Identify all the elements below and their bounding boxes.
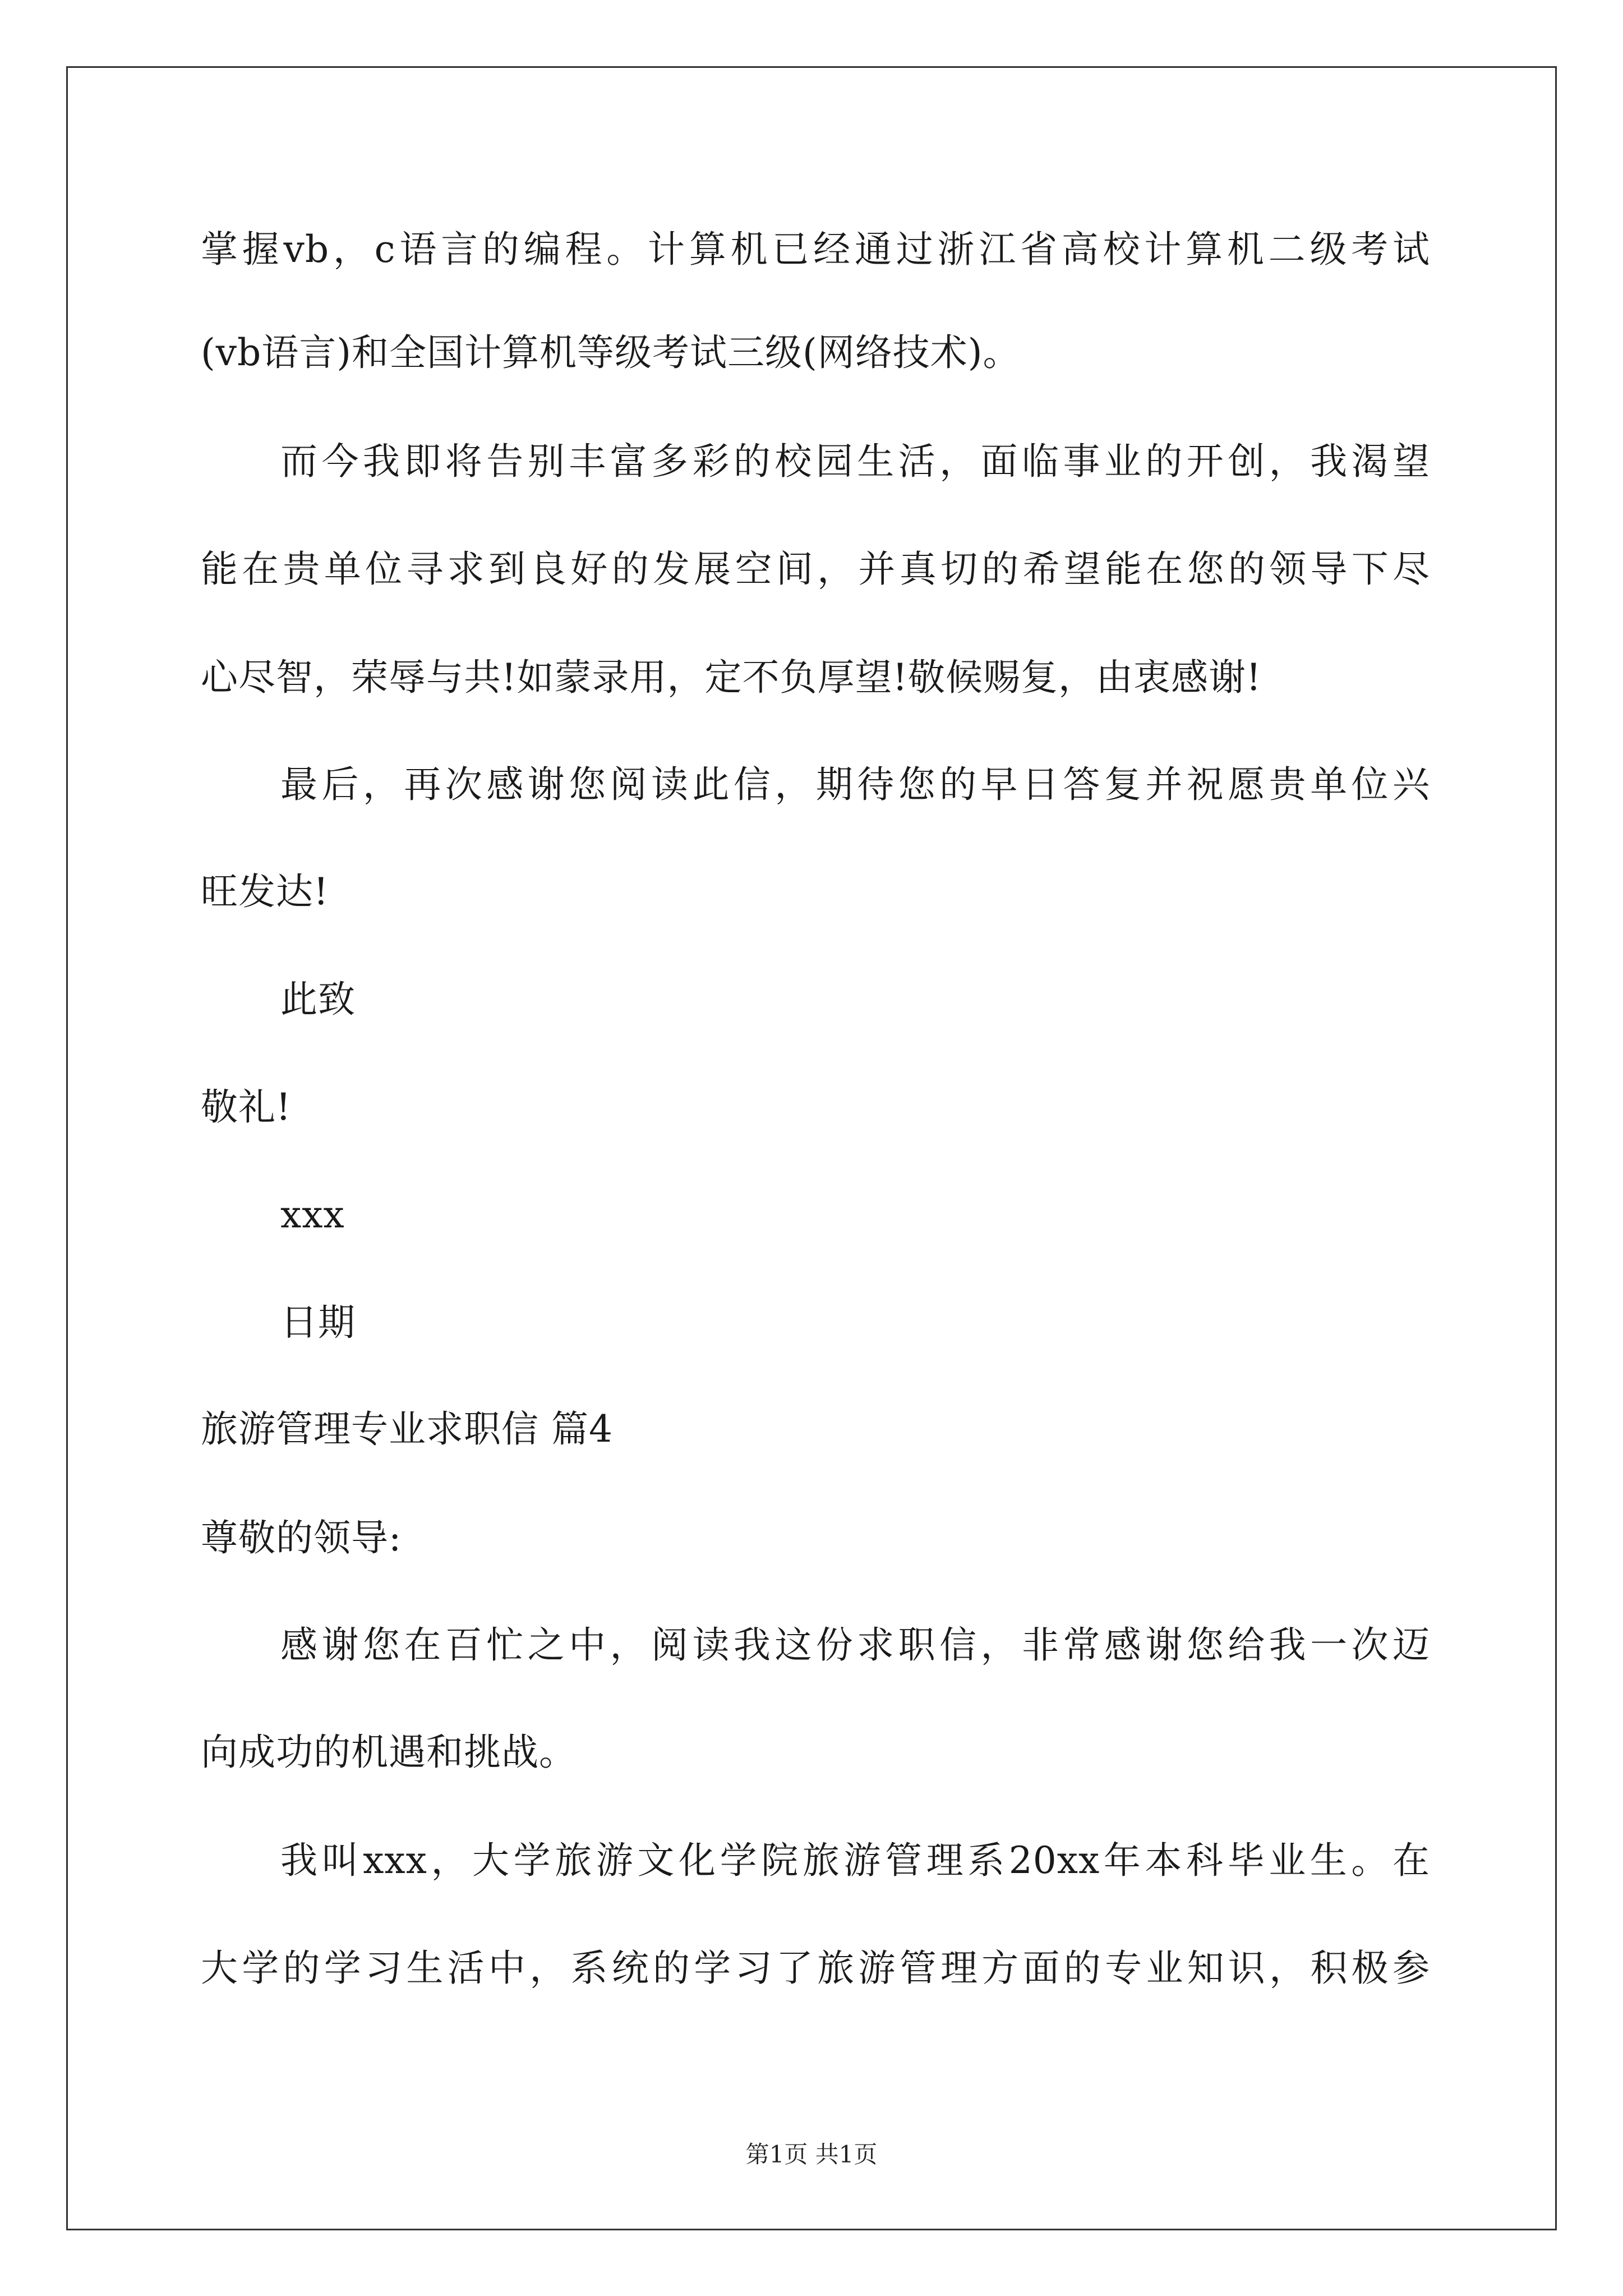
signature-date: 日期 (280, 1301, 356, 1344)
body-text-line: 大学的学习生活中，系统的学习了旅游管理方面的专业知识，积极参 (201, 1947, 1430, 1990)
body-text-line: 心尽智，荣辱与共!如蒙录用，定不负厚望!敬候赐复，由衷感谢! (201, 656, 1262, 699)
letter-greeting: 尊敬的领导: (201, 1516, 402, 1559)
body-text-line: (vb语言)和全国计算机等级考试三级(网络技术)。 (201, 331, 1021, 374)
body-text-line: 向成功的机遇和挑战。 (201, 1731, 577, 1774)
body-text-line: 旺发达! (201, 870, 329, 913)
paragraph-first-line: 我叫xxx，大学旅游文化学院旅游管理系20xx年本科毕业生。在 (280, 1839, 1430, 1882)
closing-regards: 敬礼! (201, 1085, 292, 1129)
signature-name: xxx (280, 1193, 345, 1236)
paragraph-first-line: 而今我即将告别丰富多彩的校园生活，面临事业的开创，我渴望 (280, 440, 1430, 483)
page-footer: 第1页 共1页 (745, 2141, 878, 2168)
closing-salutation: 此致 (280, 978, 356, 1021)
paragraph-first-line: 感谢您在百忙之中，阅读我这份求职信，非常感谢您给我一次迈 (280, 1623, 1430, 1667)
body-text-line: 掌握vb，c语言的编程。计算机已经通过浙江省高校计算机二级考试 (201, 228, 1430, 271)
body-text-line: 能在贵单位寻求到良好的发展空间，并真切的希望能在您的领导下尽 (201, 547, 1430, 591)
page-border (66, 66, 1557, 2230)
paragraph-first-line: 最后，再次感谢您阅读此信，期待您的早日答复并祝愿贵单位兴 (280, 763, 1430, 806)
section-heading: 旅游管理专业求职信 篇4 (201, 1407, 613, 1451)
